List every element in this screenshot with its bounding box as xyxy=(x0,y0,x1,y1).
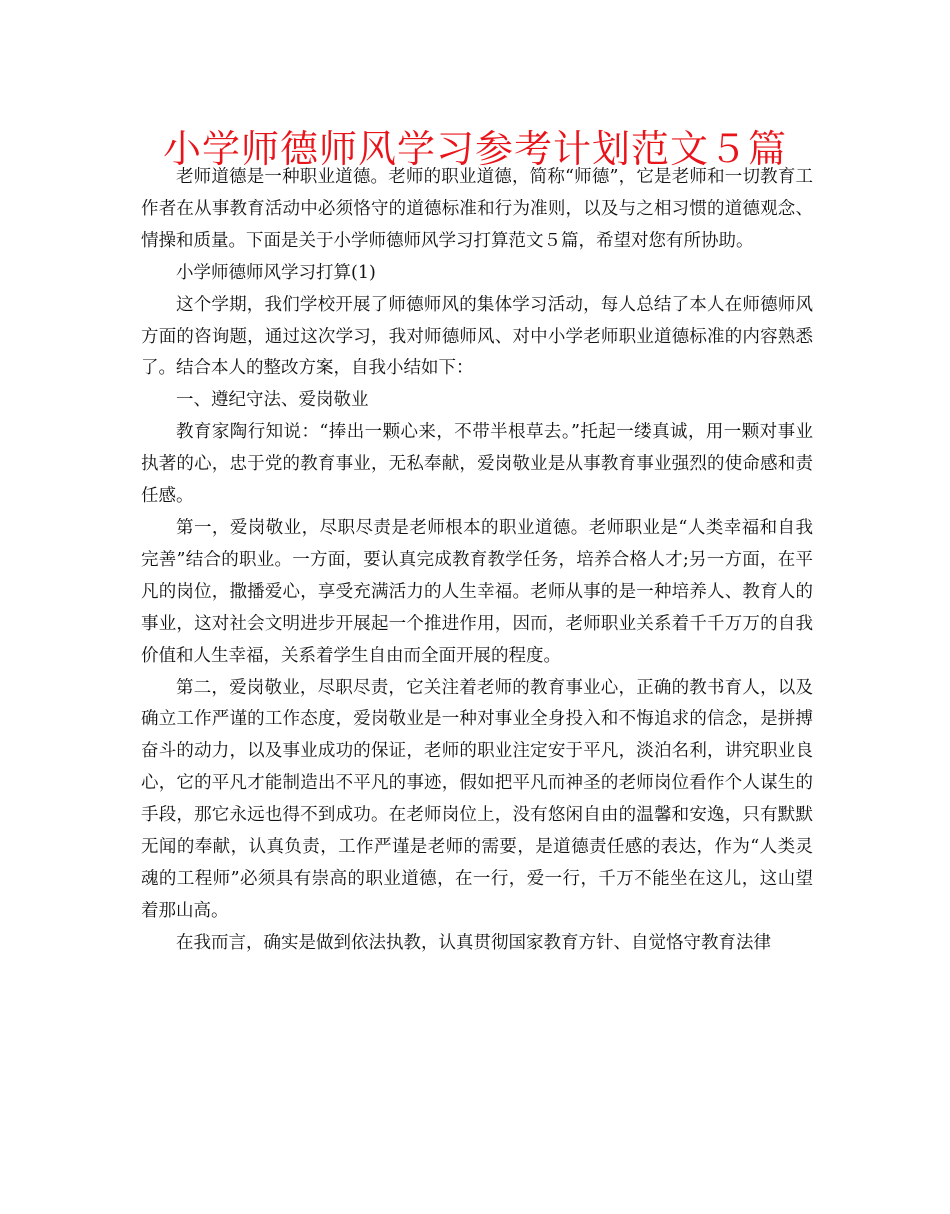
subheading-discipline: 一、遵纪守法、爱岗敬业 xyxy=(176,390,369,411)
section-heading-plan-1: 小学师德师风学习打算(1) xyxy=(176,262,376,283)
document-title: 小学师德师风学习参考计划范文５篇 xyxy=(162,127,787,171)
document-body xyxy=(141,162,813,960)
paragraph-intro: 老师道德是一种职业道德。老师的职业道德，简称“师德”，它是老师和一切教育工作者在从事教育活动中必须恪守的道德标准和行为准则，以及与之相习惯的道德观念、情操和质量。下面是关于小学师德师风学习打算范文５篇，希望对您有所协助。 xyxy=(141,167,813,251)
paragraph-quote: 教育家陶行知说：“捧出一颗心来，不带半根草去。”托起一缕真诚，用一颗对事业执著的心，忠于党的教育事业，无私奉献，爱岗敬业是从事教育事业强烈的使命感和责任感。 xyxy=(141,422,813,507)
paragraph-personal: 在我而言，确实是做到依法执教，认真贯彻国家教育方针、自觉恪守教育法律 xyxy=(176,932,771,953)
paragraph-first: 第一，爱岗敬业，尽职尽责是老师根本的职业道德。老师职业是“人类幸福和自我完善”结合的职业。一方面，要认真完成教育教学任务，培养合格人才;另一方面，在平凡的岗位，撒播爱心，享受充满活力的人生幸福。老师从事的是一种培养人、教育人的事业，这对社会文明进步开展起一个推进作用，因而，老师职业关系着千千万万的自我价值和人生幸福，关系着学生自由而全面开展的程度。 xyxy=(141,517,813,666)
paragraph-second: 第二，爱岗敬业，尽职尽责，它关注着老师的教育事业心，正确的教书育人，以及确立工作严谨的工作态度，爱岗敬业是一种对事业全身投入和不悔追求的信念，是拼搏奋斗的动力，以及事业成功的保证，老师的职业注定安于平凡，淡泊名利，讲究职业良心，它的平凡才能制造出不平凡的事迹，假如把平凡而神圣的老师岗位看作个人谋生的手段，那它永远也得不到成功。在老师岗位上，没有悠闲自由的温馨和安逸，只有默默无闻的奉献，认真负责，工作严谨是老师的需要，是道德责任感的表达，作为“人类灵魂的工程师”必须具有崇高的职业道德，在一行，爱一行，千万不能坐在这儿，这山望着那山高。 xyxy=(141,677,813,921)
paragraph-plan-1-intro: 这个学期，我们学校开展了师德师风的集体学习活动，每人总结了本人在师德师风方面的咨询题，通过这次学习，我对师德师风、对中小学老师职业道德标准的内容熟悉了。结合本人的整改方案，自我小结如下： xyxy=(141,294,813,379)
